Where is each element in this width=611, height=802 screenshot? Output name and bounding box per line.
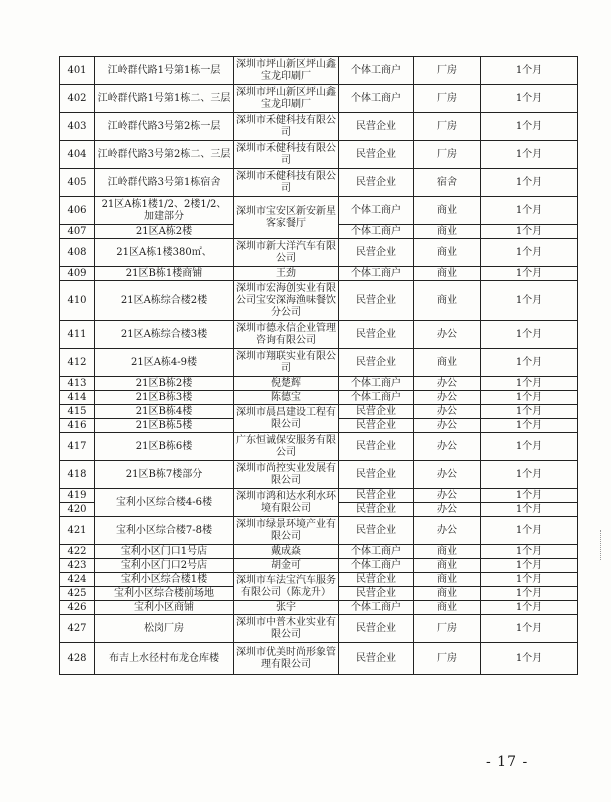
use-cell: 商业 (414, 601, 481, 615)
row-number: 416 (60, 419, 95, 433)
type-cell: 民营企业 (339, 405, 414, 419)
tenant-cell: 倪楚辉 (234, 377, 339, 391)
table-row (60, 405, 578, 419)
row-number: 413 (60, 377, 95, 391)
type-cell: 民营企业 (339, 349, 414, 377)
table-row (60, 391, 578, 405)
type-cell: 民营企业 (339, 433, 414, 461)
type-cell: 民营企业 (339, 141, 414, 169)
address-cell: 21区B栋6楼 (95, 433, 234, 461)
type-cell: 民营企业 (339, 113, 414, 141)
type-cell: 民营企业 (339, 419, 414, 433)
tenant-cell: 深圳市坪山新区坪山鑫宝龙印刷厂 (234, 85, 339, 113)
term-cell: 1个月 (481, 489, 578, 503)
row-number: 402 (60, 85, 95, 113)
type-cell: 民营企业 (339, 517, 414, 545)
address-cell: 宝利小区综合楼前场地 (95, 587, 234, 601)
term-cell: 1个月 (481, 169, 578, 197)
address-cell: 21区A栋综合楼3楼 (95, 321, 234, 349)
row-number: 403 (60, 113, 95, 141)
row-number: 425 (60, 587, 95, 601)
table-row (60, 489, 578, 503)
type-cell: 民营企业 (339, 281, 414, 321)
type-cell: 民营企业 (339, 461, 414, 489)
row-number: 405 (60, 169, 95, 197)
row-number: 410 (60, 281, 95, 321)
term-cell: 1个月 (481, 57, 578, 85)
table-row (60, 615, 578, 643)
table-row (60, 197, 578, 225)
table-row (60, 601, 578, 615)
term-cell: 1个月 (481, 573, 578, 587)
tenant-cell: 深圳市鸿和达水利水环境有限公司 (234, 489, 339, 517)
use-cell: 办公 (414, 489, 481, 503)
table-row (60, 377, 578, 391)
address-cell: 松岗厂房 (95, 615, 234, 643)
row-number: 417 (60, 433, 95, 461)
type-cell: 民营企业 (339, 169, 414, 197)
address-cell: 21区A栋1楼380㎡、 (95, 239, 234, 267)
term-cell: 1个月 (481, 433, 578, 461)
use-cell: 办公 (414, 461, 481, 489)
tenant-cell: 深圳市绿景环境产业有限公司 (234, 517, 339, 545)
address-cell: 江岭群代路3号第2栋一层 (95, 113, 234, 141)
use-cell: 商业 (414, 225, 481, 239)
address-cell: 宝利小区门口2号店 (95, 559, 234, 573)
term-cell: 1个月 (481, 391, 578, 405)
row-number: 414 (60, 391, 95, 405)
term-cell: 1个月 (481, 419, 578, 433)
tenant-cell: 戴成焱 (234, 545, 339, 559)
address-cell: 21区A栋1楼1/2、2楼1/2、加建部分 (95, 197, 234, 225)
term-cell: 1个月 (481, 643, 578, 675)
table-row (60, 113, 578, 141)
row-number: 407 (60, 225, 95, 239)
address-cell: 江岭群代路3号第2栋二、三层 (95, 141, 234, 169)
address-cell: 宝利小区综合楼1楼 (95, 573, 234, 587)
address-cell: 江岭群代路1号第1栋一层 (95, 57, 234, 85)
row-number: 404 (60, 141, 95, 169)
type-cell: 个体工商户 (339, 377, 414, 391)
type-cell: 民营企业 (339, 489, 414, 503)
tenant-cell: 广东恒诚保安服务有限公司 (234, 433, 339, 461)
use-cell: 商业 (414, 281, 481, 321)
use-cell: 厂房 (414, 141, 481, 169)
table-row (60, 433, 578, 461)
tenant-cell: 深圳市禾健科技有限公司 (234, 169, 339, 197)
row-number: 408 (60, 239, 95, 267)
use-cell: 办公 (414, 517, 481, 545)
tenant-cell: 深圳市晨昌建设工程有限公司 (234, 405, 339, 433)
type-cell: 个体工商户 (339, 601, 414, 615)
type-cell: 民营企业 (339, 503, 414, 517)
use-cell: 办公 (414, 503, 481, 517)
address-cell: 宝利小区门口1号店 (95, 545, 234, 559)
row-number: 421 (60, 517, 95, 545)
use-cell: 商业 (414, 239, 481, 267)
term-cell: 1个月 (481, 113, 578, 141)
row-number: 428 (60, 643, 95, 675)
term-cell: 1个月 (481, 281, 578, 321)
use-cell: 商业 (414, 349, 481, 377)
term-cell: 1个月 (481, 559, 578, 573)
type-cell: 个体工商户 (339, 85, 414, 113)
tenant-cell: 深圳市中普木业实业有限公司 (234, 615, 339, 643)
type-cell: 民营企业 (339, 643, 414, 675)
term-cell: 1个月 (481, 545, 578, 559)
tenant-cell: 王劲 (234, 267, 339, 281)
tenant-cell: 深圳市新大洋汽车有限公司 (234, 239, 339, 267)
use-cell: 厂房 (414, 57, 481, 85)
row-number: 422 (60, 545, 95, 559)
use-cell: 办公 (414, 405, 481, 419)
address-cell: 21区A栋2楼 (95, 225, 234, 239)
type-cell: 个体工商户 (339, 225, 414, 239)
use-cell: 办公 (414, 321, 481, 349)
table-row (60, 461, 578, 489)
address-cell: 21区B栋4楼 (95, 405, 234, 419)
term-cell: 1个月 (481, 225, 578, 239)
term-cell: 1个月 (481, 503, 578, 517)
tenant-cell: 深圳市禾健科技有限公司 (234, 113, 339, 141)
table-row (60, 141, 578, 169)
address-cell: 江岭群代路1号第1栋二、三层 (95, 85, 234, 113)
tenant-cell: 陈德宝 (234, 391, 339, 405)
use-cell: 厂房 (414, 113, 481, 141)
tenant-cell: 深圳市优美时尚形象管理有限公司 (234, 643, 339, 675)
type-cell: 民营企业 (339, 615, 414, 643)
type-cell: 个体工商户 (339, 267, 414, 281)
row-number: 415 (60, 405, 95, 419)
address-cell: 宝利小区综合楼4-6楼 (95, 489, 234, 517)
use-cell: 办公 (414, 419, 481, 433)
term-cell: 1个月 (481, 239, 578, 267)
tenant-cell: 张宇 (234, 601, 339, 615)
use-cell: 商业 (414, 267, 481, 281)
row-number: 418 (60, 461, 95, 489)
tenant-cell: 深圳市坪山新区坪山鑫宝龙印刷厂 (234, 57, 339, 85)
type-cell: 民营企业 (339, 573, 414, 587)
page-number: - 17 - (486, 754, 529, 770)
row-number: 406 (60, 197, 95, 225)
use-cell: 办公 (414, 391, 481, 405)
row-number: 411 (60, 321, 95, 349)
term-cell: 1个月 (481, 85, 578, 113)
row-number: 424 (60, 573, 95, 587)
type-cell: 个体工商户 (339, 559, 414, 573)
use-cell: 商业 (414, 559, 481, 573)
term-cell: 1个月 (481, 197, 578, 225)
type-cell: 民营企业 (339, 587, 414, 601)
address-cell: 21区B栋3楼 (95, 391, 234, 405)
table-row (60, 349, 578, 377)
row-number: 401 (60, 57, 95, 85)
use-cell: 商业 (414, 573, 481, 587)
use-cell: 商业 (414, 197, 481, 225)
tenant-cell: 深圳市尚控实业发展有限公司 (234, 461, 339, 489)
term-cell: 1个月 (481, 615, 578, 643)
row-number: 423 (60, 559, 95, 573)
type-cell: 个体工商户 (339, 391, 414, 405)
term-cell: 1个月 (481, 601, 578, 615)
address-cell: 21区A栋4-9楼 (95, 349, 234, 377)
use-cell: 办公 (414, 377, 481, 391)
tenant-cell: 深圳市宝安区新安新星客家餐厅 (234, 197, 339, 239)
table-row (60, 85, 578, 113)
address-cell: 江岭群代路3号第1栋宿舍 (95, 169, 234, 197)
type-cell: 民营企业 (339, 239, 414, 267)
term-cell: 1个月 (481, 461, 578, 489)
row-number: 412 (60, 349, 95, 377)
table-row (60, 643, 578, 675)
property-table (59, 56, 578, 675)
use-cell: 厂房 (414, 615, 481, 643)
row-number: 419 (60, 489, 95, 503)
use-cell: 商业 (414, 545, 481, 559)
table-row (60, 321, 578, 349)
term-cell: 1个月 (481, 517, 578, 545)
use-cell: 厂房 (414, 643, 481, 675)
address-cell: 宝利小区商铺 (95, 601, 234, 615)
table-row (60, 517, 578, 545)
table-row (60, 545, 578, 559)
tenant-cell: 深圳市禾健科技有限公司 (234, 141, 339, 169)
table-row (60, 267, 578, 281)
address-cell: 21区B栋2楼 (95, 377, 234, 391)
use-cell: 办公 (414, 433, 481, 461)
row-number: 426 (60, 601, 95, 615)
row-number: 427 (60, 615, 95, 643)
table-row (60, 239, 578, 267)
type-cell: 个体工商户 (339, 545, 414, 559)
row-number: 409 (60, 267, 95, 281)
address-cell: 宝利小区综合楼7-8楼 (95, 517, 234, 545)
address-cell: 21区B栋5楼 (95, 419, 234, 433)
scan-edge-mark (600, 530, 604, 560)
tenant-cell: 深圳市宏海创实业有限公司宝安深海渔味餐饮分公司 (234, 281, 339, 321)
use-cell: 宿舍 (414, 169, 481, 197)
address-cell: 21区A栋综合楼2楼 (95, 281, 234, 321)
address-cell: 布吉上水径村布龙仓库楼 (95, 643, 234, 675)
type-cell: 个体工商户 (339, 57, 414, 85)
table-row (60, 281, 578, 321)
table-row (60, 573, 578, 587)
row-number: 420 (60, 503, 95, 517)
tenant-cell: 深圳市翔联实业有限公司 (234, 349, 339, 377)
term-cell: 1个月 (481, 587, 578, 601)
use-cell: 商业 (414, 587, 481, 601)
type-cell: 个体工商户 (339, 197, 414, 225)
table-row (60, 57, 578, 85)
table-row (60, 559, 578, 573)
type-cell: 民营企业 (339, 321, 414, 349)
address-cell: 21区B栋1楼商铺 (95, 267, 234, 281)
tenant-cell: 胡金可 (234, 559, 339, 573)
term-cell: 1个月 (481, 377, 578, 391)
address-cell: 21区B栋7楼部分 (95, 461, 234, 489)
term-cell: 1个月 (481, 321, 578, 349)
tenant-cell: 深圳市德永信企业管理咨询有限公司 (234, 321, 339, 349)
term-cell: 1个月 (481, 405, 578, 419)
tenant-cell: 深圳市车法宝汽车服务有限公司（陈龙升） (234, 573, 339, 601)
use-cell: 厂房 (414, 85, 481, 113)
table-row (60, 169, 578, 197)
term-cell: 1个月 (481, 267, 578, 281)
term-cell: 1个月 (481, 141, 578, 169)
term-cell: 1个月 (481, 349, 578, 377)
